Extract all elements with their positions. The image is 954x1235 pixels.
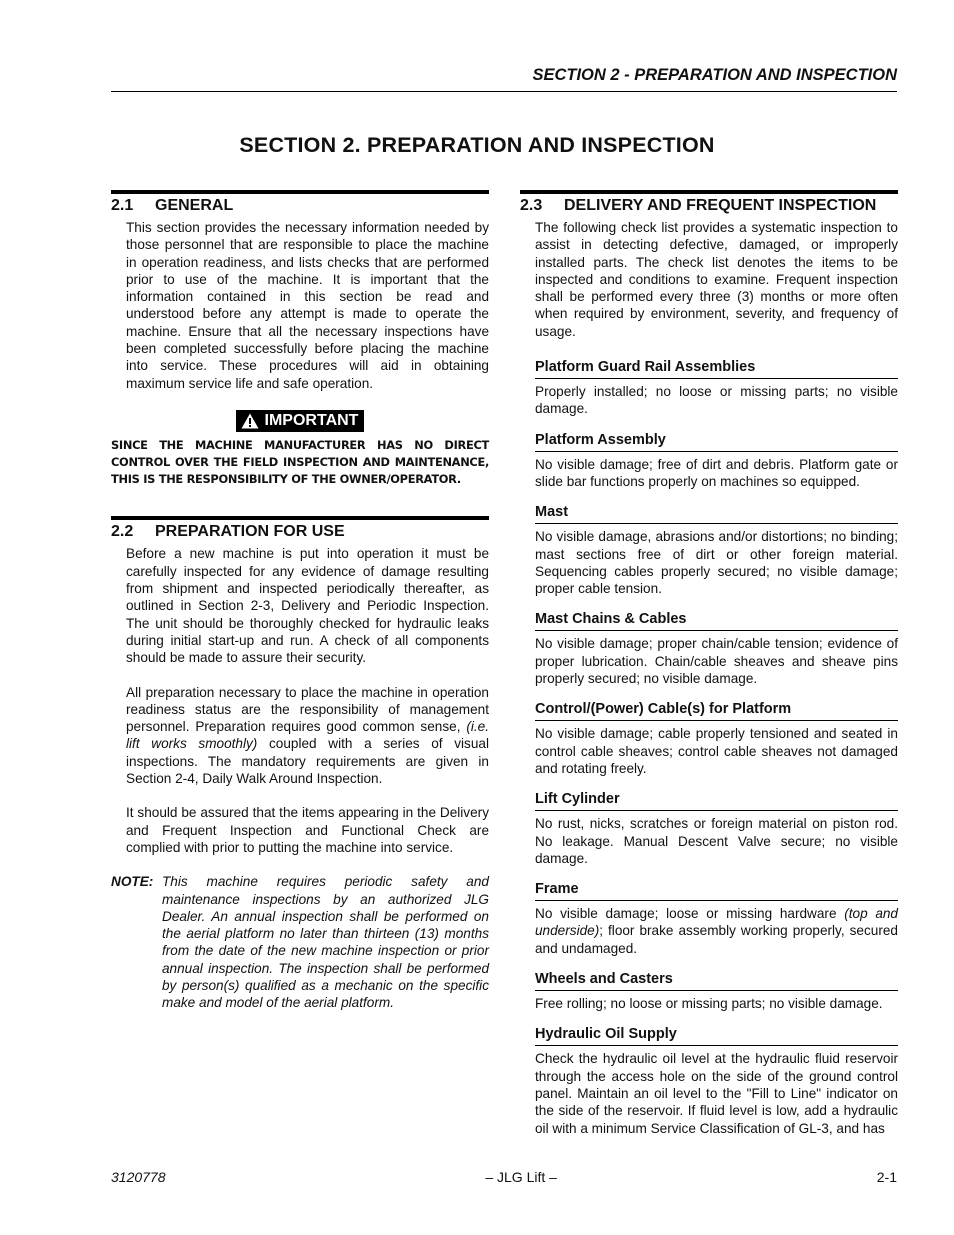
- section-heading-general: [111, 190, 489, 219]
- inspection-item-title: Wheels and Casters: [535, 971, 898, 991]
- inspection-item-desc: No visible damage; cable properly tensioned and seated in control cable sheaves; control cable sheaves not damaged and rotating freely.: [535, 726, 898, 776]
- inspection-item-desc: No visible damage; proper chain/cable tension; evidence of proper lubrication. Chain/cable sheaves and sheave pins properly secured; no visible damage.: [535, 636, 898, 687]
- inspection-item-desc: No visible damage, abrasions and/or distortions; no binding; mast sections free of dirt or other foreign material. Sequencing cables properly secured; no visible damage; proper cable tension.: [535, 529, 898, 597]
- document-number: 3120778: [111, 1169, 166, 1185]
- important-label: IMPORTANT: [264, 412, 359, 430]
- section-number: 2.1: [111, 197, 134, 214]
- inspection-item-title: Mast Chains & Cables: [535, 611, 898, 631]
- inspection-item-title: Control/(Power) Cable(s) for Platform: [535, 701, 898, 721]
- preparation-paragraph-1: Before a new machine is put into operation it must be carefully inspected for any evidence of damage resulting from shipment and inspected periodically thereafter, as outlined in Section 2-3, Delivery and Periodic Inspection. The unit should be thoroughly checked for hydraulic leaks during initial start-up and run. A check of all components should be made to assure their security.: [126, 546, 489, 666]
- page-title: SECTION 2. PREPARATION AND INSPECTION: [239, 133, 715, 157]
- inspection-item-desc: [535, 905, 898, 957]
- text-run: All preparation necessary to place the machine in operation readiness status are the responsibility of management personnel. Preparation requires good common sense,: [126, 684, 489, 735]
- section-number: 2.3: [520, 197, 543, 214]
- section-heading-delivery: [520, 190, 898, 219]
- page-number: 2-1: [876, 1169, 897, 1185]
- note-text: This machine requires periodic safety and maintenance inspections by an authorized JLG Dealer. An annual inspection shall be performed on the aerial platform no later than thirteen (13) months from the date of the new machine inspection or prior annual inspection. The inspection shall be performed by person(s) qualified as a mechanic on the specific make and model of the aerial platform.: [162, 874, 489, 1011]
- inspection-item-desc: Free rolling; no loose or missing parts; no visible damage.: [535, 996, 883, 1012]
- warning-triangle-icon: [241, 413, 259, 429]
- inspection-item-desc: Properly installed; no loose or missing parts; no visible damage.: [535, 384, 898, 417]
- running-header: SECTION 2 - PREPARATION AND INSPECTION: [111, 66, 897, 92]
- inspection-item-title: Mast: [535, 504, 898, 524]
- text-run: ; floor brake assembly working properly, secured and undamaged.: [535, 923, 898, 956]
- inspection-item-title: Platform Assembly: [535, 432, 898, 452]
- emphasis-text: (top and underside): [535, 906, 898, 939]
- page-footer: [111, 1169, 897, 1185]
- inspection-item-title: Lift Cylinder: [535, 791, 898, 811]
- preparation-paragraph-3: It should be assured that the items appearing in the Delivery and Frequent Inspection and Functional Check are complied with prior to putting the machine into service.: [126, 805, 489, 855]
- section-number: 2.2: [111, 523, 134, 541]
- section-heading-preparation: [111, 516, 489, 545]
- inspection-item-desc: No rust, nicks, scratches or foreign material on piston rod. No leakage. Manual Descent Valve secure; no visible damage.: [535, 816, 898, 866]
- general-paragraph: This section provides the necessary information needed by those personnel that are responsible to place the machine in operation readiness, and lists checks that are performed prior to use of the machine. It is important that the information contained in this section be read and understood before any attempt is made to operate the machine. Ensure that all the necessary inspections have been completed successfully before placing the machine into service. These procedures will aid in obtaining maximum service life and safe operation.: [126, 220, 489, 391]
- inspection-item-title: Hydraulic Oil Supply: [535, 1026, 898, 1046]
- emphasis-text: (i.e. lift works smoothly): [126, 719, 489, 752]
- important-text: SINCE THE MACHINE MANUFACTURER HAS NO DIRECT CONTROL OVER THE FIELD INSPECTION AND MAINTENANCE, THIS IS THE RESPONSIBILITY OF THE OWNER/OPERATOR.: [111, 438, 489, 487]
- inspection-item-desc: No visible damage; free of dirt and debris. Platform gate or slide bar functions properly on machines so equipped.: [535, 456, 898, 489]
- section-title: DELIVERY AND FREQUENT INSPECTION: [564, 197, 877, 214]
- inspection-item-title: Platform Guard Rail Assemblies: [535, 359, 898, 379]
- preparation-paragraph-2: [111, 684, 489, 788]
- delivery-intro: The following check list provides a systematic inspection to assist in detecting defective, damaged, or improperly installed parts. The check list denotes the items to be inspected and conditions to examine. Frequent inspection shall be performed every three (3) months or more often when required by environment, severity, and frequency of usage.: [535, 220, 898, 339]
- important-callout: [111, 410, 489, 435]
- note-block: [111, 873, 489, 1011]
- inspection-item-title: Frame: [535, 881, 898, 901]
- inspection-item-desc: Check the hydraulic oil level at the hydraulic fluid reservoir through the access hole on the side of the ground control panel. Maintain an oil level to the "Fill to Line" indicator on the side of the reservoir. If fluid level is low, add a hydraulic oil with a minimum Service Classification of GL-3, and has: [535, 1051, 898, 1136]
- footer-brand: – JLG Lift –: [485, 1169, 557, 1185]
- text-run: coupled with a series of visual inspections. The mandatory requirements are given in Section 2-4, Daily Walk Around Inspection.: [126, 736, 489, 787]
- section-title: PREPARATION FOR USE: [155, 523, 345, 541]
- section-title: GENERAL: [155, 197, 234, 214]
- left-column: [111, 190, 489, 1012]
- right-column: [520, 190, 898, 1137]
- text-run: No visible damage; loose or missing hardware: [535, 906, 845, 922]
- note-label: NOTE:: [111, 874, 154, 890]
- important-badge: [236, 410, 365, 432]
